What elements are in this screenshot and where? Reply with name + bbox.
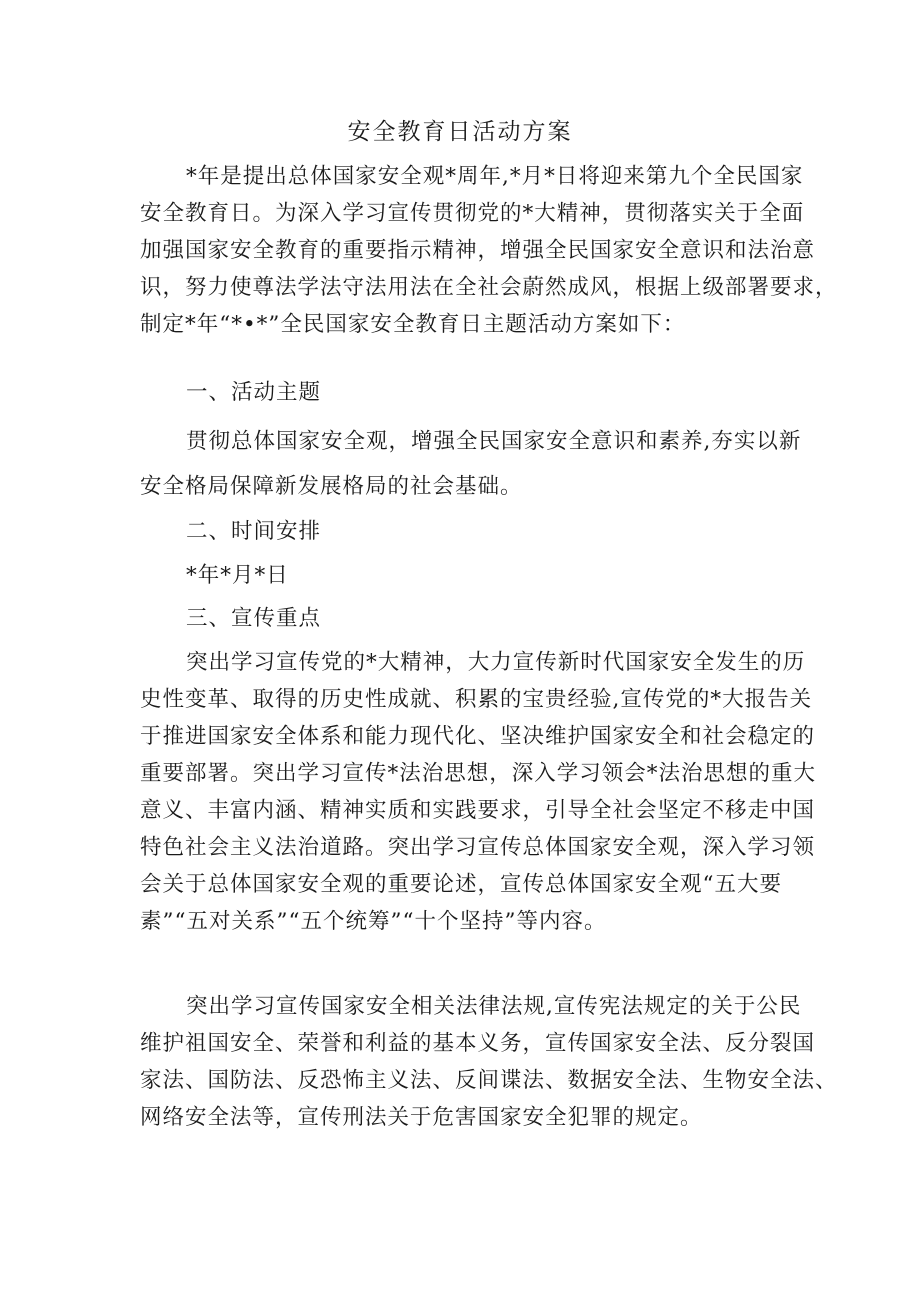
intro-line: 制定*年“*•*”全民国家安全教育日主题活动方案如下： <box>140 312 686 337</box>
focus-line: 会关于总体国家安全观的重要论述，宣传总体国家安全观“五大要 <box>140 872 782 897</box>
focus-line: 突出学习宣传国家安全相关法律法规,宣传宪法规定的关于公民 <box>186 994 802 1019</box>
theme-line: 安全格局保障新发展格局的社会基础。 <box>140 474 523 499</box>
focus-line: 特色社会主义法治道路。突出学习宣传总体国家安全观，深入学习领 <box>140 835 816 860</box>
intro-line: 加强国家安全教育的重要指示精神，增强全民国家安全意识和法治意 <box>140 238 816 263</box>
document-title: 安全教育日活动方案 <box>347 119 573 145</box>
focus-line: 突出学习宣传党的*大精神，大力宣传新时代国家安全发生的历 <box>186 650 806 675</box>
intro-paragraph <box>140 158 838 343</box>
focus-line: 家法、国防法、反恐怖主义法、反间谍法、数据安全法、生物安全法、 <box>140 1068 838 1093</box>
section-heading-theme: 一、活动主题 <box>186 380 322 405</box>
section-heading-focus: 三、宣传重点 <box>186 606 322 631</box>
focus-line: 维护祖国安全、荣誉和利益的基本义务，宣传国家安全法、反分裂国 <box>140 1031 816 1056</box>
schedule-date: *年*月*日 <box>186 563 289 588</box>
focus-paragraph-2 <box>140 988 838 1136</box>
focus-line: 重要部署。突出学习宣传*法治思想，深入学习领会*法治思想的重大 <box>140 761 817 786</box>
focus-line: 网络安全法等，宣传刑法关于危害国家安全犯罪的规定。 <box>140 1105 703 1130</box>
focus-paragraph-1 <box>140 644 817 940</box>
focus-line: 素”“五对关系”“五个统筹”“十个坚持”等内容。 <box>140 909 607 934</box>
theme-paragraph <box>140 423 802 505</box>
focus-line: 意义、丰富内涵、精神实质和实践要求，引导全社会坚定不移走中国 <box>140 798 816 823</box>
intro-line: *年是提出总体国家安全观*周年,*月*日将迎来第九个全民国家 <box>186 164 804 189</box>
focus-line: 于推进国家安全体系和能力现代化、坚决维护国家安全和社会稳定的 <box>140 724 816 749</box>
theme-line: 贯彻总体国家安全观，增强全民国家安全意识和素养,夯实以新 <box>186 429 802 454</box>
section-heading-schedule: 二、时间安排 <box>186 519 322 544</box>
intro-line: 安全教育日。为深入学习宣传贯彻党的*大精神，贯彻落实关于全面 <box>140 201 805 226</box>
focus-line: 史性变革、取得的历史性成就、积累的宝贵经验,宣传党的*大报告关 <box>140 687 813 712</box>
intro-line: 识，努力使尊法学法守法用法在全社会蔚然成风，根据上级部署要求， <box>140 275 838 300</box>
